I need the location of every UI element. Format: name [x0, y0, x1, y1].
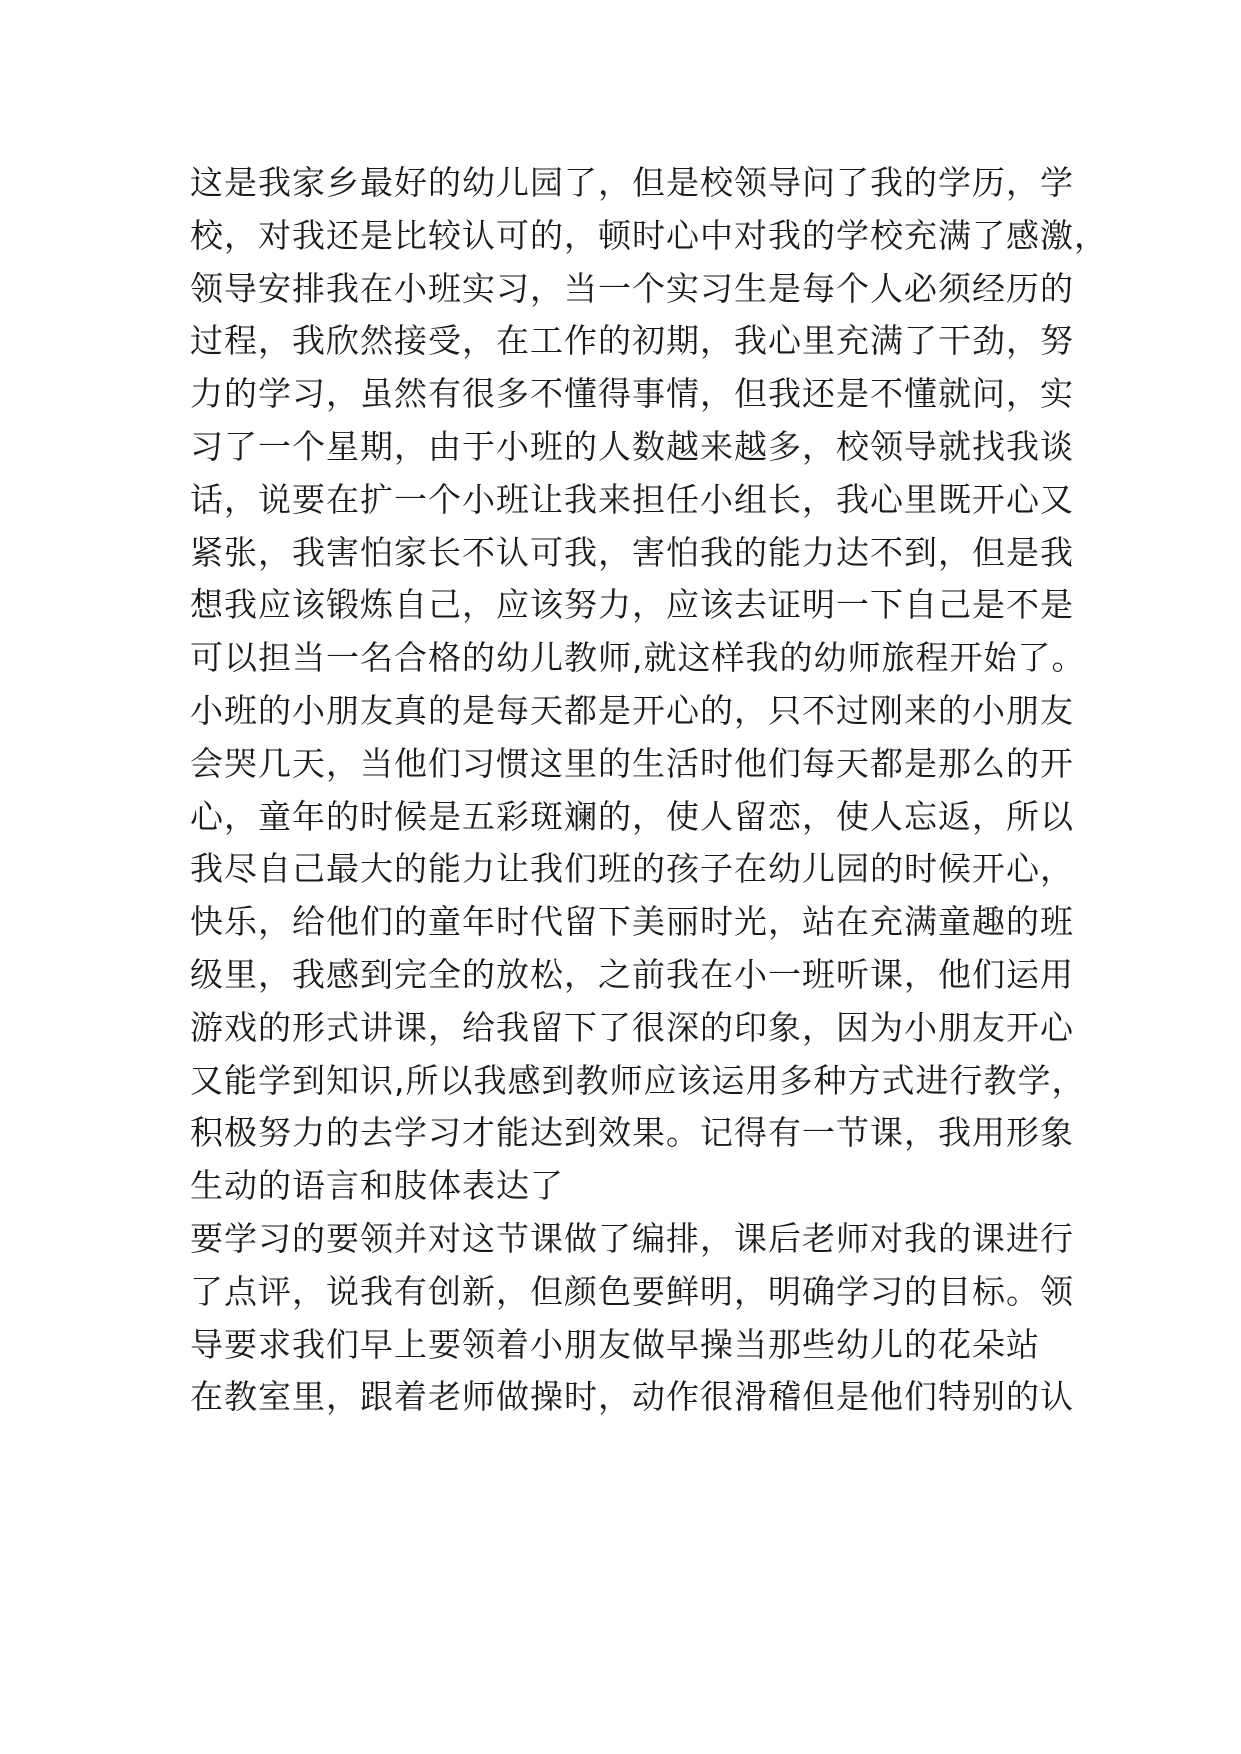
- text-line: 游戏的形式讲课，给我留下了很深的印象，因为小朋友开心: [190, 1007, 1074, 1047]
- text-line: 校，对我还是比较认可的，顿时心中对我的学校充满了感激，: [190, 215, 1108, 255]
- text-line: 习了一个星期，由于小班的人数越来越多，校领导就找我谈: [190, 426, 1074, 466]
- body-text: [190, 157, 1108, 1424]
- text-line: 紧张，我害怕家长不认可我，害怕我的能力达不到，但是我: [190, 532, 1074, 572]
- text-line: 小班的小朋友真的是每天都是开心的，只不过刚来的小朋友: [190, 690, 1074, 730]
- text-line: 想我应该锻炼自己，应该努力，应该去证明一下自己是不是: [190, 585, 1074, 625]
- text-line: 要学习的要领并对这节课做了编排，课后老师对我的课进行: [190, 1218, 1074, 1258]
- text-line: 会哭几天，当他们习惯这里的生活时他们每天都是那么的开: [190, 743, 1074, 783]
- text-line: 这是我家乡最好的幼儿园了，但是校领导问了我的学历，学: [190, 163, 1074, 202]
- text-line: 积极努力的去学习才能达到效果。记得有一节课，我用形象: [190, 1113, 1074, 1153]
- text-line: 领导安排我在小班实习，当一个实习生是每个人必须经历的: [190, 268, 1074, 308]
- text-line: 快乐，给他们的童年时代留下美丽时光，站在充满童趣的班: [190, 902, 1074, 942]
- text-line: 了点评，说我有创新，但颜色要鲜明，明确学习的目标。领: [190, 1271, 1074, 1311]
- text-line: 导要求我们早上要领着小朋友做早操当那些幼儿的花朵站: [190, 1324, 1040, 1364]
- text-line: 在教室里，跟着老师做操时，动作很滑稽但是他们特别的认: [190, 1377, 1074, 1417]
- text-line: 级里，我感到完全的放松，之前我在小一班听课，他们运用: [190, 954, 1074, 994]
- text-line: 力的学习，虽然有很多不懂得事情，但我还是不懂就问，实: [190, 374, 1074, 414]
- text-line: 我尽自己最大的能力让我们班的孩子在幼儿园的时候开心，: [190, 849, 1074, 889]
- text-line: 过程，我欣然接受，在工作的初期，我心里充满了干劲，努: [190, 321, 1074, 361]
- text-line: 又能学到知识,所以我感到教师应该运用多种方式进行教学，: [190, 1060, 1086, 1100]
- text-line: 可以担当一名合格的幼儿教师,就这样我的幼师旅程开始了。: [190, 638, 1086, 678]
- text-line: 话，说要在扩一个小班让我来担任小组长，我心里既开心又: [190, 479, 1074, 519]
- text-line: 心，童年的时候是五彩斑斓的，使人留恋，使人忘返，所以: [190, 796, 1074, 836]
- text-line: 生动的语言和肢体表达了: [190, 1166, 564, 1206]
